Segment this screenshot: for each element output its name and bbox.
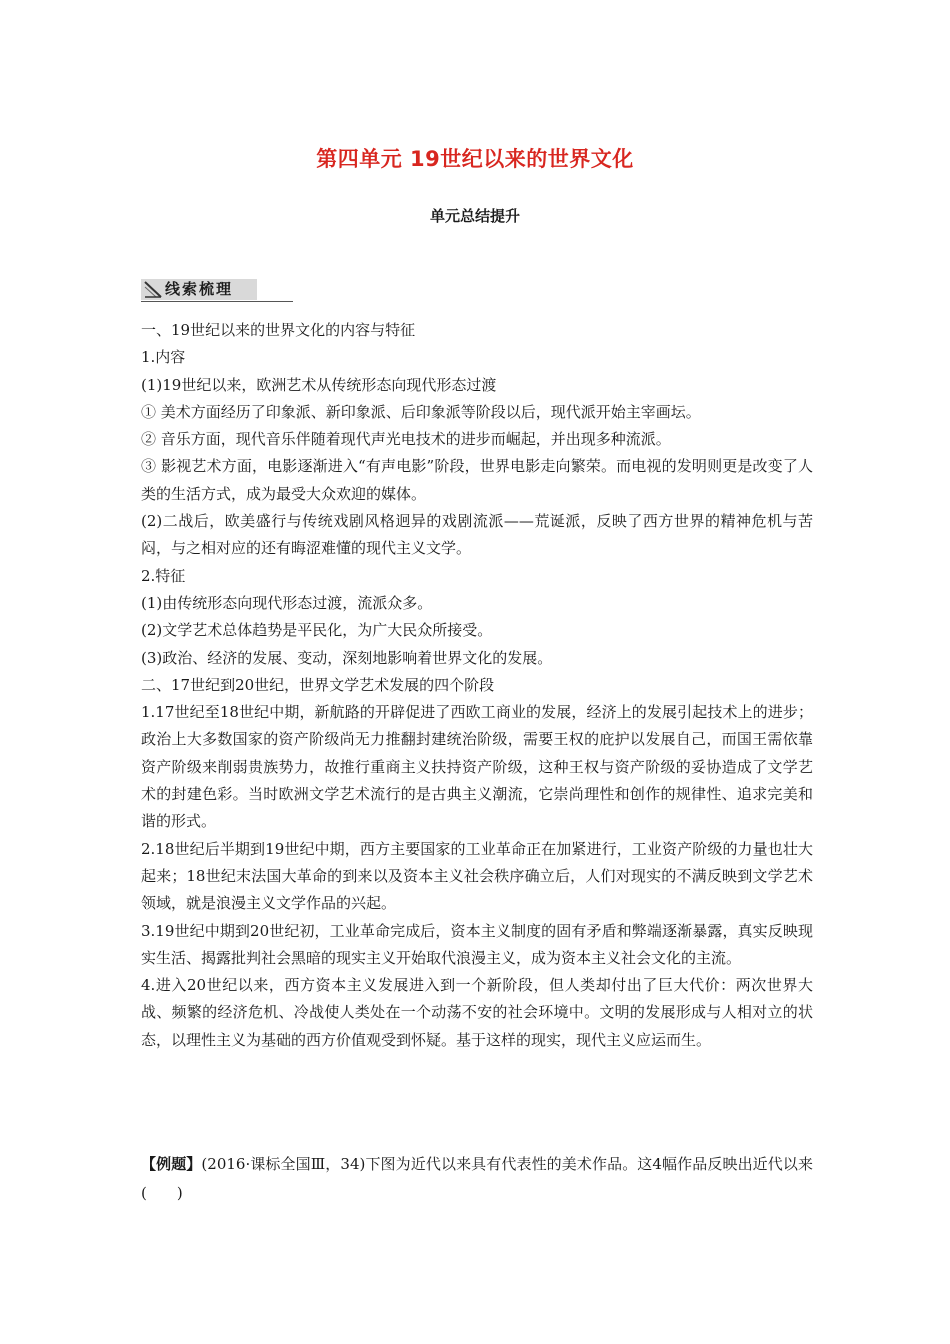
paragraph: 二、17世纪到20世纪，世界文学艺术发展的四个阶段 xyxy=(141,675,495,694)
paragraph: 2.18世纪后半期到19世纪中期，西方主要国家的工业革命正在加紧进行，工业资产阶级的力量也壮大起来；18世纪末法国大革命的到来以及资本主义社会秩序确立后，人们对现实的不满反映到文学艺术领域，就是浪漫主义文学作品的兴起。 xyxy=(141,839,813,913)
paragraph: ① 美术方面经历了印象派、新印象派、后印象派等阶段以后，现代派开始主宰画坛。 xyxy=(141,402,701,421)
paragraph: ② 音乐方面，现代音乐伴随着现代声光电技术的进步而崛起，并出现多种流派。 xyxy=(141,430,671,449)
paragraph: 1.17世纪至18世纪中期，新航路的开辟促进了西欧工商业的发展，经济上的发展引起技术上的进步；政治上大多数国家的资产阶级尚无力推翻封建统治阶级，需要王权的庇护以发展自己，而国王需依靠资产阶级来削弱贵族势力，故推行重商主义扶持资产阶级，这种王权与资产阶级的妥协造成了文学艺术的封建色彩。当时欧洲文学艺术流行的是古典主义潮流，它崇尚理性和创作的规律性、追求完美和谐的形式。 xyxy=(141,703,813,831)
paragraph: (1)由传统形态向现代形态过渡，流派众多。 xyxy=(141,593,433,612)
paragraph: ③ 影视艺术方面，电影逐渐进入“有声电影”阶段，世界电影走向繁荣。而电视的发明则更是改变了人类的生活方式，成为最受大众欢迎的媒体。 xyxy=(141,457,813,503)
paragraph: (1)19世纪以来，欧洲艺术从传统形态向现代形态过渡 xyxy=(141,375,497,394)
unit-title: 第四单元 19世纪以来的世界文化 xyxy=(316,147,634,171)
section-heading-label: 线索梳理 xyxy=(165,280,234,298)
section-heading-rule xyxy=(141,301,293,302)
paragraph: 2.特征 xyxy=(141,566,186,585)
paragraph: 3.19世纪中期到20世纪初，工业革命完成后，资本主义制度的固有矛盾和弊端逐渐暴露，真实反映现实生活、揭露批判社会黑暗的现实主义开始取代浪漫主义，成为资本主义社会文化的主流。 xyxy=(141,921,813,967)
example-paragraph xyxy=(141,1150,813,1208)
paragraph: (3)政治、经济的发展、变动，深刻地影响着世界文化的发展。 xyxy=(141,648,553,667)
paragraph: 一、19世纪以来的世界文化的内容与特征 xyxy=(141,321,416,339)
paragraph: (2)文学艺术总体趋势是平民化，为广大民众所接受。 xyxy=(141,621,493,640)
example-question xyxy=(141,1150,813,1208)
section-heading xyxy=(141,279,293,305)
diagonal-stripe-icon xyxy=(144,281,162,298)
paragraph: (2)二战后，欧美盛行与传统戏剧风格迥异的戏剧流派——荒诞派，反映了西方世界的精神危机与苦闷，与之相对应的还有晦涩难懂的现代主义文学。 xyxy=(141,512,813,558)
body-text xyxy=(141,317,813,1054)
unit-subtitle: 单元总结提升 xyxy=(429,207,520,225)
paragraph: 1.内容 xyxy=(141,348,186,367)
example-text: (2016·课标全国Ⅲ，34)下图为近代以来具有代表性的美术作品。这4幅作品反映出近代以来( ) xyxy=(141,1155,813,1202)
paragraph: 4.进入20世纪以来，西方资本主义发展进入到一个新阶段，但人类却付出了巨大代价：两次世界大战、频繁的经济危机、冷战使人类处在一个动荡不安的社会环境中。文明的发展形成与人相对立的状态，以理性主义为基础的西方价值观受到怀疑。基于这样的现实，现代主义应运而生。 xyxy=(141,976,813,1049)
example-tag: 【例题】 xyxy=(141,1155,202,1173)
